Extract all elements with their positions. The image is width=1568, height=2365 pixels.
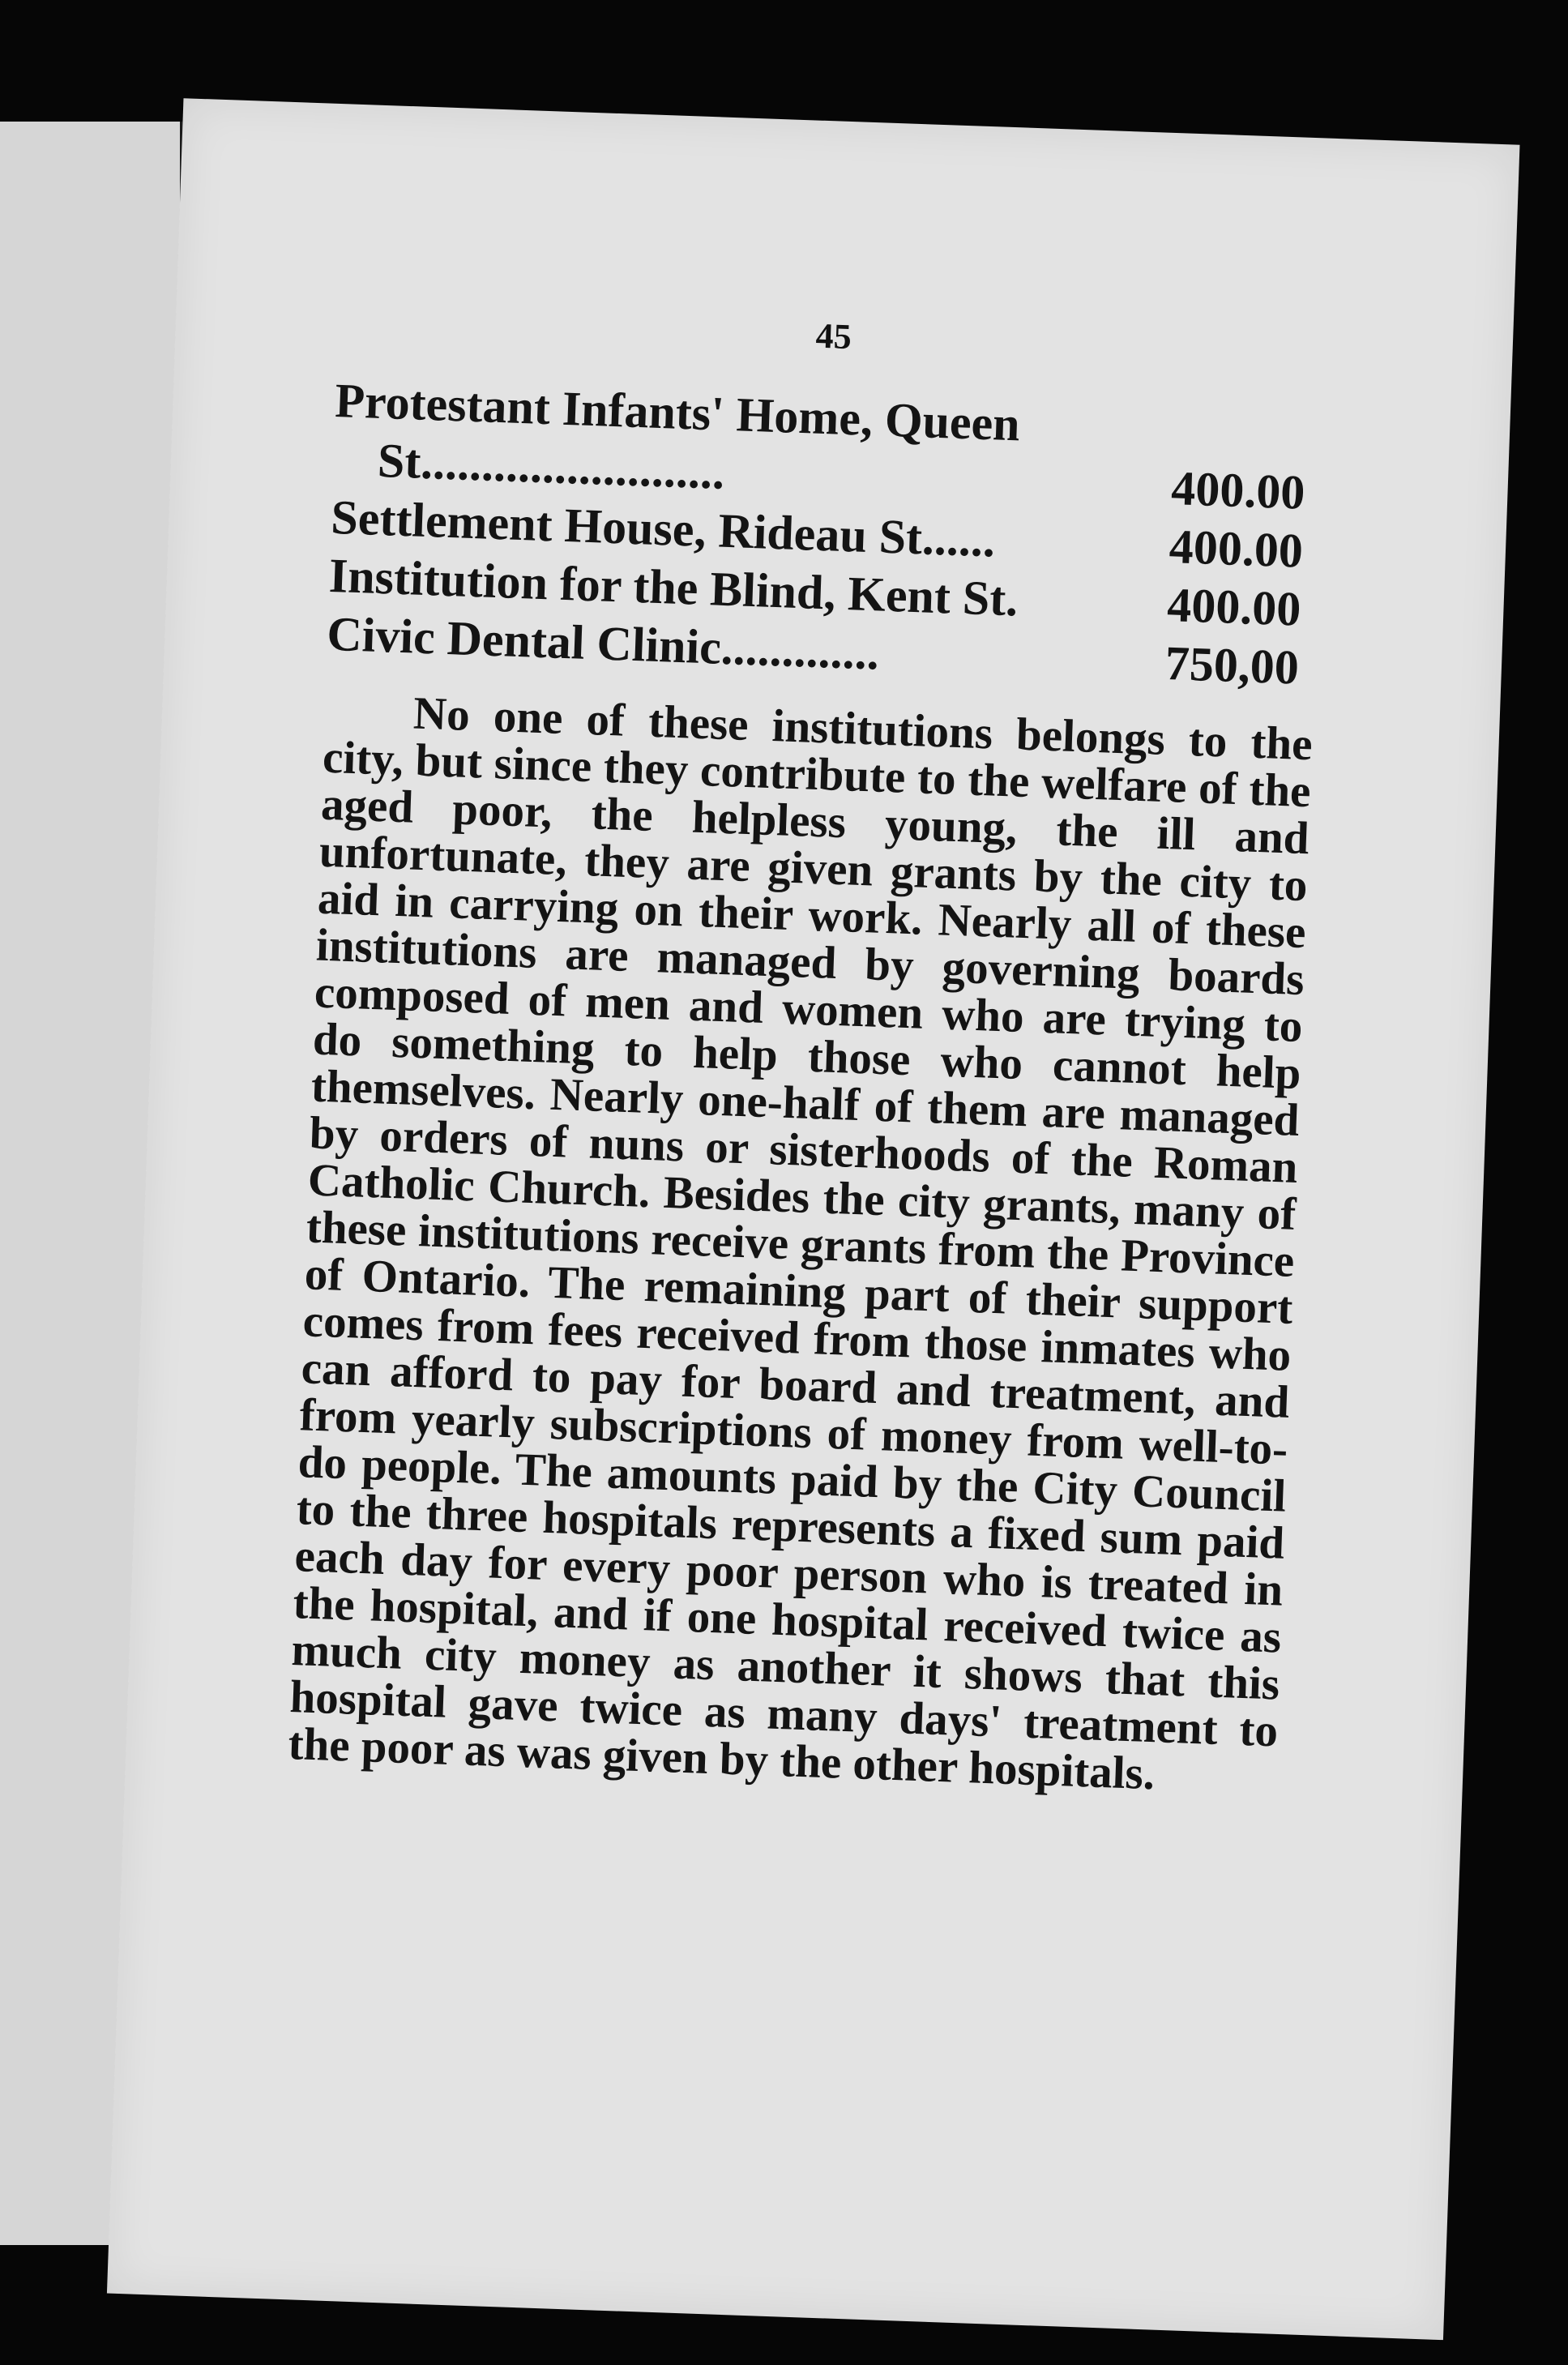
body-paragraph — [288, 687, 1314, 1803]
grants-list — [326, 371, 1308, 697]
grant-amount: 750,00 — [1164, 635, 1300, 695]
grant-name: St......................... — [376, 433, 726, 499]
grant-amount: 400.00 — [1170, 461, 1306, 520]
paragraph-text: No one of these institutions belongs to the city, but since they contribute to the welfare of the aged poor, the helpless young, the ill and unfortunate, they are given grants by the city to aid in carrying on their work. Nearly all of these institutions are managed by governing boards composed of men and women who are trying to do something to help those who cannot help themselves. Nearly one-half of them are managed by orders of nuns or sisterhoods of the Roman Catholic Church. Besides the city grants, many of these institutions receive grants from the Province of Ontario. The remaining part of their support comes from fees received from those inmates who can afford to pay for board and treatment, and from yearly subscriptions of money from well-to-do people. The amounts paid by the City Council to the three hospitals represents a fixed sum paid each day for every poor person who is treated in the hospital, and if one hospital received twice as much city money as another it shows that this hospital gave twice as many days' treatment to the poor as was given by the other hospitals. — [287, 687, 1314, 1800]
grant-name: Institution for the Blind, Kent St. — [327, 548, 1019, 627]
grant-name: Civic Dental Clinic............. — [326, 606, 880, 680]
grant-name: Settlement House, Rideau St...... — [330, 490, 997, 567]
page-number: 45 — [814, 315, 852, 357]
book-page — [107, 98, 1520, 2340]
grant-name: Protestant Infants' Home, Queen — [334, 373, 1021, 451]
grant-amount: 400.00 — [1168, 520, 1305, 578]
grant-amount: 400.00 — [1166, 577, 1302, 636]
